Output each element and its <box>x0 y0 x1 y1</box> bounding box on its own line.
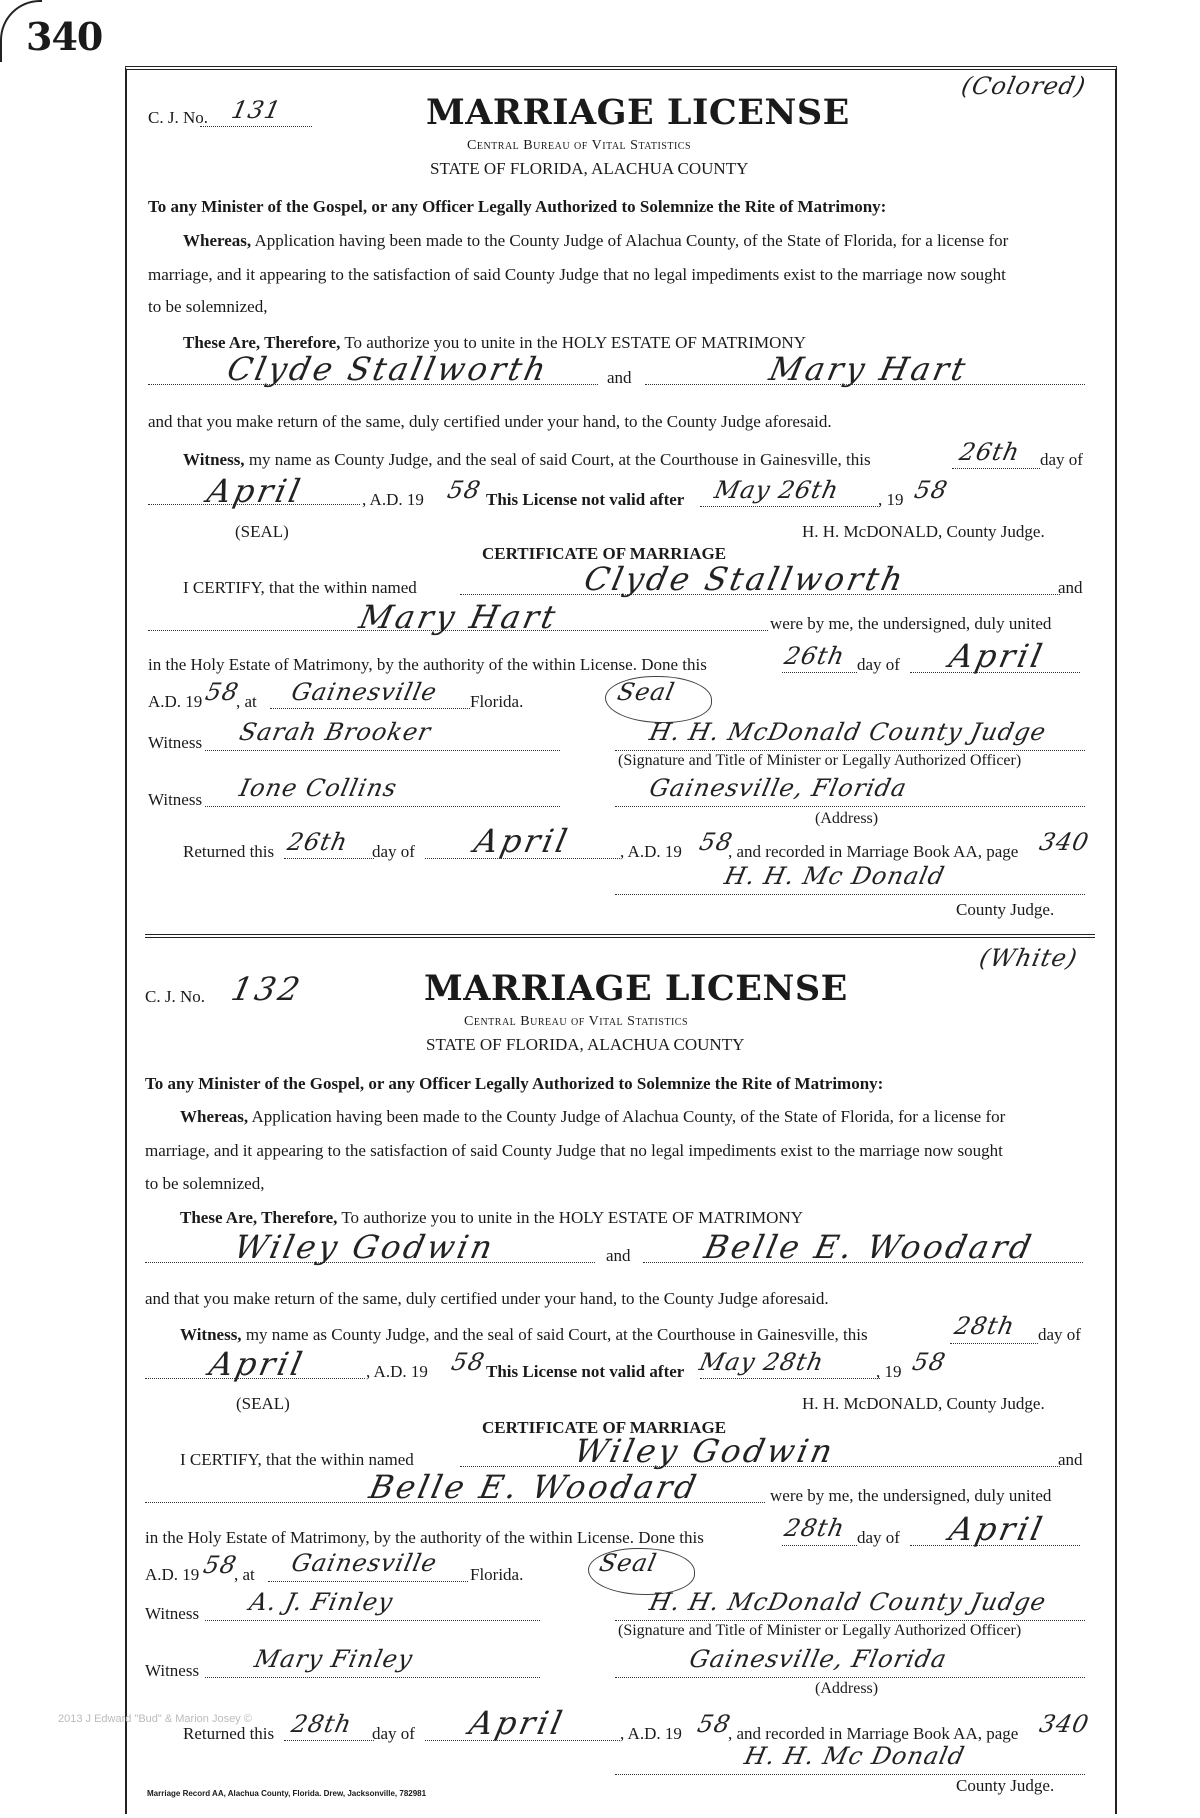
done-month: April <box>945 637 1049 675</box>
these-are-line: These Are, Therefore, To authorize you to unite in the HOLY ESTATE OF MATRIMONY <box>180 1208 803 1227</box>
witness1-label: Witness <box>148 733 203 752</box>
return-line: and that you make return of the same, duly certified under your hand, to the County Judge aforesaid. <box>145 1289 829 1308</box>
witness2-label: Witness <box>148 790 203 809</box>
witness1-line <box>205 1620 540 1621</box>
florida-label: Florida. <box>470 1565 524 1584</box>
united-label: were by me, the undersigned, duly united <box>770 614 1052 633</box>
ad-19-label: , 19 <box>876 1362 902 1381</box>
address-line: To any Minister of the Gospel, or any Officer Legally Authorized to Solemnize the Rite of Matrimony: <box>148 197 887 216</box>
cj-number: 132 <box>227 970 307 1008</box>
witness-clause: Witness, my name as County Judge, and the seal of said Court, at the Courthouse in Gainesville, this <box>183 450 871 469</box>
certify-label: I CERTIFY, that the within named <box>183 578 417 597</box>
done-day: 26th <box>782 642 848 670</box>
issue-day: 26th <box>957 438 1023 466</box>
officiant-address: Gainesville, Florida <box>647 774 910 802</box>
returned-of-label: day of <box>372 842 415 861</box>
done-day-line <box>782 672 857 673</box>
ad-19-label: , 19 <box>878 490 904 509</box>
witness1-label: Witness <box>145 1604 200 1623</box>
license-title: MARRIAGE LICENSE <box>426 92 850 133</box>
returned-day: 26th <box>285 828 351 856</box>
place-line <box>268 1581 468 1582</box>
returned-ad-label: , A.D. 19 <box>620 842 682 861</box>
not-valid-label: This License not valid after <box>486 1362 685 1381</box>
place-line <box>270 708 470 709</box>
signature-caption: (Signature and Title of Minister or Legally Authorized Officer) <box>618 752 1022 769</box>
certificate-title: CERTIFICATE OF MARRIAGE <box>482 544 727 563</box>
valid-year: 58 <box>912 476 951 504</box>
bride-name: Belle E. Woodard <box>700 1228 1038 1266</box>
day-of-label: day of <box>1038 1325 1081 1344</box>
returned-ad-label: , A.D. 19 <box>620 1724 682 1743</box>
returned-day-line <box>284 858 374 859</box>
not-valid-label: This License not valid after <box>486 490 685 509</box>
county-judge-label: County Judge. <box>956 1776 1055 1795</box>
officiant-line <box>615 1620 1085 1621</box>
race-note: (White) <box>977 944 1081 972</box>
ad-prefix: A.D. 19 <box>148 692 203 711</box>
valid-after-date: May 26th <box>712 476 842 504</box>
page-number: 340 <box>26 14 103 59</box>
bride-name: Mary Hart <box>765 350 972 388</box>
officiant-signature: H. H. McDonald County Judge <box>647 1588 1050 1616</box>
witness1-name: A. J. Finley <box>247 1588 396 1616</box>
returned-month: April <box>465 1704 569 1742</box>
day-line <box>952 468 1040 469</box>
cj-number: 131 <box>229 96 284 124</box>
address-line-field <box>615 1677 1085 1678</box>
groom-name: Clyde Stallworth <box>223 350 553 388</box>
judge-name: H. H. McDONALD, County Judge. <box>802 522 1045 541</box>
witness2-line <box>205 806 560 807</box>
whereas-line-1: Whereas, Application having been made to the County Judge of Alachua County, of the State of Florida, for a license for <box>180 1107 1006 1126</box>
issue-month: April <box>203 472 307 510</box>
done-day-line <box>782 1545 857 1546</box>
witness2-label: Witness <box>145 1661 200 1680</box>
day-line <box>950 1343 1038 1344</box>
recorder-signature: H. H. Mc Donald <box>742 1742 968 1770</box>
whereas-line-1: Whereas, Application having been made to the County Judge of Alachua County, of the State of Florida, for a license for <box>183 231 1009 250</box>
officiant-address: Gainesville, Florida <box>687 1645 950 1673</box>
address-caption: (Address) <box>815 810 879 827</box>
returned-day-line <box>284 1740 374 1741</box>
witness2-name: Mary Finley <box>252 1645 416 1673</box>
signature-caption: (Signature and Title of Minister or Legally Authorized Officer) <box>618 1622 1022 1639</box>
seal-label: (SEAL) <box>236 1394 290 1413</box>
witness1-line <box>205 750 560 751</box>
holy-estate-line: in the Holy Estate of Matrimony, by the authority of the within License. Done this <box>145 1528 704 1547</box>
state-county-line: STATE OF FLORIDA, ALACHUA COUNTY <box>430 159 749 178</box>
ad-prefix: A.D. 19 <box>145 1565 200 1584</box>
and-word-cert: and <box>1058 1450 1083 1469</box>
seal-stamp-text: Seal <box>597 1549 660 1577</box>
and-word: and <box>607 368 632 387</box>
certificate-title: CERTIFICATE OF MARRIAGE <box>482 1418 727 1437</box>
return-line: and that you make return of the same, duly certified under your hand, to the County Judge aforesaid. <box>148 412 832 431</box>
day-of-label: day of <box>1040 450 1083 469</box>
whereas-line-3: to be solemnized, <box>148 297 268 316</box>
groom-name: Wiley Godwin <box>230 1228 499 1266</box>
valid-after-date: May 28th <box>697 1348 827 1376</box>
issue-month: April <box>205 1345 309 1383</box>
county-judge-label: County Judge. <box>956 900 1055 919</box>
done-day-of: day of <box>857 1528 900 1547</box>
issue-year: 58 <box>449 1348 488 1376</box>
officiant-line <box>615 750 1085 751</box>
issue-day: 28th <box>952 1312 1018 1340</box>
these-are-line: These Are, Therefore, To authorize you to unite in the HOLY ESTATE OF MATRIMONY <box>183 333 806 352</box>
cj-label: C. J. No. <box>148 108 208 127</box>
cert-groom-name: Wiley Godwin <box>570 1432 839 1470</box>
cj-line <box>200 126 312 127</box>
witness2-line <box>205 1677 540 1678</box>
whereas-line-2: marriage, and it appearing to the satisfaction of said County Judge that no legal impediments exist to the marriage now sought <box>148 265 1006 284</box>
united-label: were by me, the undersigned, duly united <box>770 1486 1052 1505</box>
recorder-line <box>615 1774 1085 1775</box>
seal-label: (SEAL) <box>235 522 289 541</box>
done-year: 58 <box>203 678 242 706</box>
done-year: 58 <box>201 1551 240 1579</box>
whereas-line-2: marriage, and it appearing to the satisfaction of said County Judge that no legal impediments exist to the marriage now sought <box>145 1141 1003 1160</box>
and-word-cert: and <box>1058 578 1083 597</box>
cert-groom-name: Clyde Stallworth <box>580 560 910 598</box>
seal-stamp-text: Seal <box>615 678 678 706</box>
at-label: , at <box>236 692 257 711</box>
bureau-line: Central Bureau of Vital Statistics <box>467 138 692 153</box>
returned-year: 58 <box>695 1710 734 1738</box>
ad-label: , A.D. 19 <box>366 1362 428 1381</box>
race-note: (Colored) <box>959 72 1089 100</box>
done-day-of: day of <box>857 655 900 674</box>
holy-estate-line: in the Holy Estate of Matrimony, by the authority of the within License. Done this <box>148 655 707 674</box>
ad-label: , A.D. 19 <box>362 490 424 509</box>
valid-after-line <box>700 506 880 507</box>
place: Gainesville <box>289 1549 440 1577</box>
valid-after-line <box>700 1378 880 1379</box>
issue-year: 58 <box>445 476 484 504</box>
cert-bride-name: Belle E. Woodard <box>365 1468 703 1506</box>
returned-day: 28th <box>289 1710 355 1738</box>
recorded-label: , and recorded in Marriage Book AA, page <box>728 842 1019 861</box>
at-label: , at <box>234 1565 255 1584</box>
done-month: April <box>945 1510 1049 1548</box>
book-page: 340 <box>1037 828 1092 856</box>
judge-name: H. H. McDONALD, County Judge. <box>802 1394 1045 1413</box>
officiant-signature: H. H. McDonald County Judge <box>647 718 1050 746</box>
returned-label: Returned this <box>183 1724 275 1743</box>
witness1-name: Sarah Brooker <box>237 718 434 746</box>
returned-year: 58 <box>697 828 736 856</box>
witness-clause: Witness, my name as County Judge, and the seal of said Court, at the Courthouse in Gainesville, this <box>180 1325 868 1344</box>
address-line: To any Minister of the Gospel, or any Officer Legally Authorized to Solemnize the Rite of Matrimony: <box>145 1074 884 1093</box>
state-county-line: STATE OF FLORIDA, ALACHUA COUNTY <box>426 1035 745 1054</box>
returned-of-label: day of <box>372 1724 415 1743</box>
recorder-signature: H. H. Mc Donald <box>722 862 948 890</box>
footer-imprint: Marriage Record AA, Alachua County, Florida. Drew, Jacksonville, 782981 <box>147 1789 427 1798</box>
book-page: 340 <box>1037 1710 1092 1738</box>
address-caption: (Address) <box>815 1680 879 1697</box>
license-title: MARRIAGE LICENSE <box>424 968 848 1009</box>
address-line-field <box>615 806 1085 807</box>
place: Gainesville <box>289 678 440 706</box>
bureau-line: Central Bureau of Vital Statistics <box>464 1014 689 1029</box>
cert-bride-name: Mary Hart <box>355 598 562 636</box>
and-word: and <box>606 1246 631 1265</box>
copyright-watermark: 2013 J Edward "Bud" & Marion Josey © <box>58 1713 252 1725</box>
returned-label: Returned this <box>183 842 275 861</box>
cj-label: C. J. No. <box>145 987 205 1006</box>
valid-year: 58 <box>910 1348 949 1376</box>
recorded-label: , and recorded in Marriage Book AA, page <box>728 1724 1019 1743</box>
witness2-name: Ione Collins <box>237 774 400 802</box>
returned-month: April <box>470 822 574 860</box>
recorder-line <box>615 894 1085 895</box>
section-divider <box>145 934 1095 938</box>
certify-label: I CERTIFY, that the within named <box>180 1450 414 1469</box>
whereas-line-3: to be solemnized, <box>145 1174 265 1193</box>
done-day: 28th <box>782 1514 848 1542</box>
florida-label: Florida. <box>470 692 524 711</box>
